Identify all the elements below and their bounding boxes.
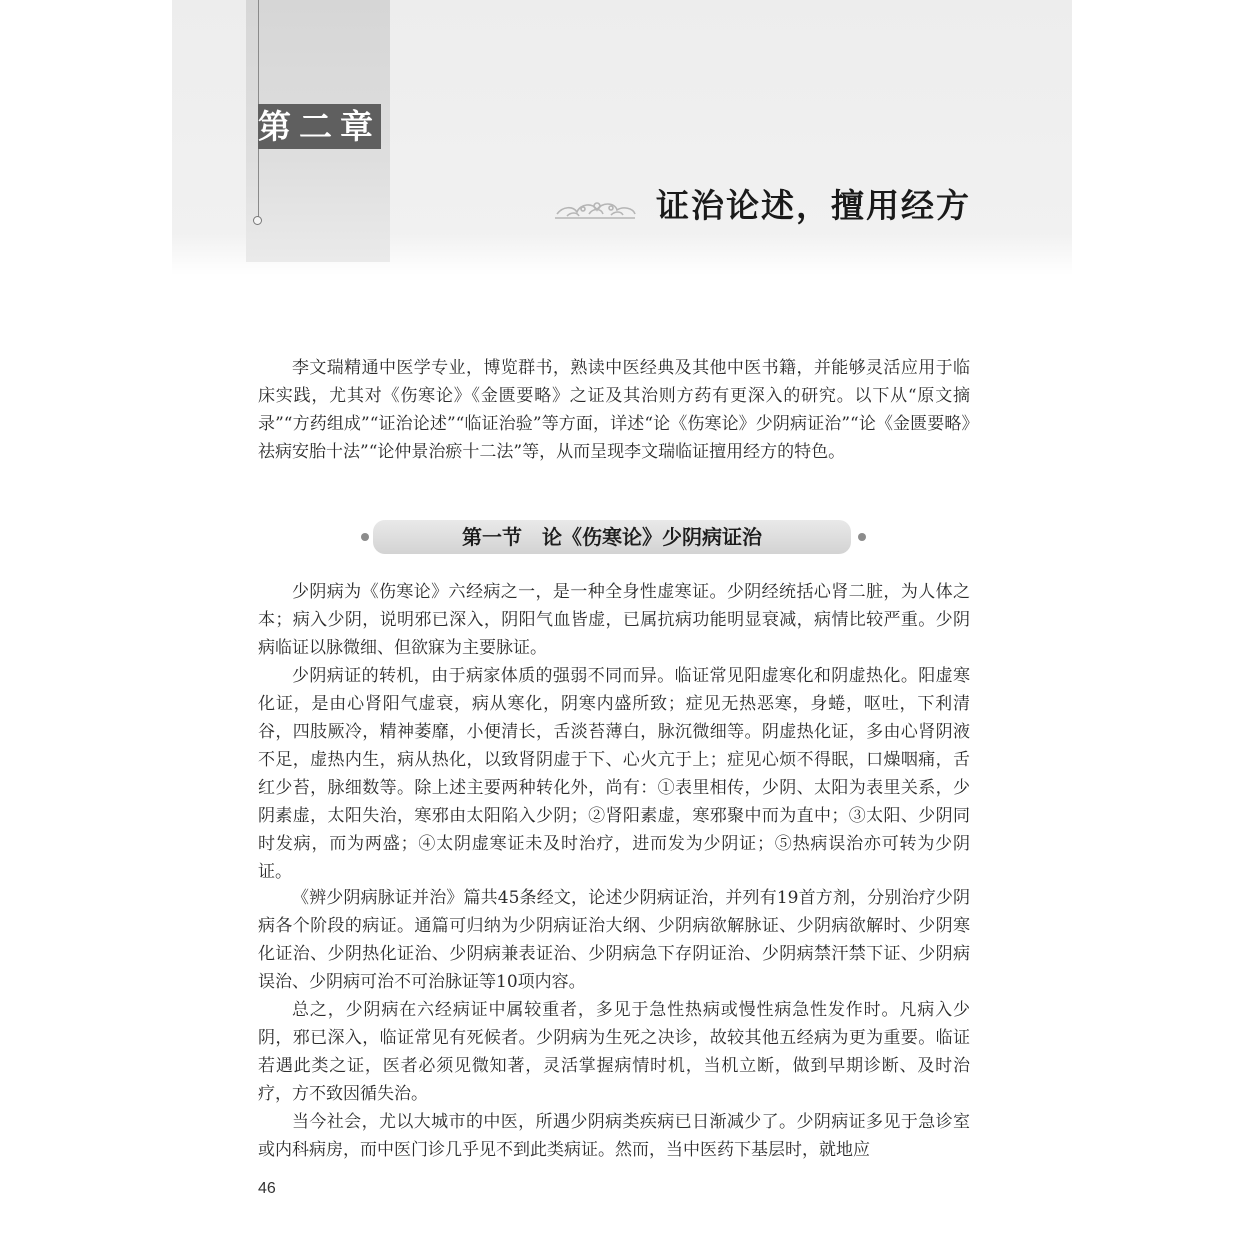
- body-paragraph: 少阴病为《伤寒论》六经病之一，是一种全身性虚寒证。少阴经统括心肾二脏，为人体之本；病入少阴，说明邪已深入，阴阳气血皆虚，已属抗病功能明显衰减，病情比较严重。少阴病临证以脉微细、但欲寐为主要脉证。: [258, 582, 970, 658]
- strip-end-dot: [253, 216, 262, 225]
- body-paragraph: 当今社会，尤以大城市的中医，所遇少阴病类疾病已日渐减少了。少阴病证多见于急诊室或内科病房，而中医门诊几乎见不到此类病证。然而，当中医药下基层时，就地应: [258, 1112, 970, 1160]
- section-title: 第一节 论《伤寒论》少阴病证治: [462, 525, 762, 549]
- body-paragraph: 少阴病证的转机，由于病家体质的强弱不同而异。临证常见阳虚寒化和阴虚热化。阳虚寒化证，是由心肾阳气虚衰，病从寒化，阴寒内盛所致；症见无热恶寒，身蜷，呕吐，下利清谷，四肢厥冷，精神萎靡，小便清长，舌淡苔薄白，脉沉微细等。阴虚热化证，多由心肾阴液不足，虚热内生，病从热化，以致肾阴虚于下、心火亢于上；症见心烦不得眠，口燥咽痛，舌红少苔，脉细数等。除上述主要两种转化外，尚有：①表里相传，少阴、太阳为表里关系，少阴素虚，太阳失治，寒邪由太阳陷入少阴；②肾阳素虚，寒邪聚中而为直中；③太阳、少阴同时发病，而为两盛；④太阴虚寒证未及时治疗，进而发为少阴证；⑤热病误治亦可转为少阴证。: [258, 666, 970, 882]
- section-bullet-left: [361, 533, 369, 541]
- body-paragraph: 《辨少阴病脉证并治》篇共45条经文，论述少阴病证治，并列有19首方剂，分别治疗少阴病各个阶段的病证。通篇可归纳为少阴病证治大纲、少阴病欲解脉证、少阴病欲解时、少阴寒化证治、少阴热化证治、少阴病兼表证治、少阴病急下存阴证治、少阴病禁汗禁下证、少阴病误治、少阴病可治不可治脉证等10项内容。: [258, 888, 970, 992]
- chapter-title: 证治论述，擅用经方: [656, 186, 971, 225]
- cloud-ornament-icon: [553, 190, 637, 224]
- page-number: 46: [258, 1180, 276, 1197]
- intro-paragraph: 李文瑞精通中医学专业，博览群书，熟读中医经典及其他中医书籍，并能够灵活应用于临床实践，尤其对《伤寒论》《金匮要略》之证及其治则方药有更深入的研究。以下从“原文摘录”“方药组成”“证治论述”“临证治验”等方面，详述“论《伤寒论》少阴病证治”“论《金匮要略》祛病安胎十法”“论仲景治瘀十二法”等，从而呈现李文瑞临证擅用经方的特色。: [258, 358, 970, 462]
- section-bullet-right: [858, 533, 866, 541]
- body-paragraph: 总之，少阴病在六经病证中属较重者，多见于急性热病或慢性病急性发作时。凡病入少阴，邪已深入，临证常见有死候者。少阴病为生死之决诊，故较其他五经病为更为重要。临证若遇此类之证，医者必须见微知著，灵活掌握病情时机，当机立断，做到早期诊断、及时治疗，方不致因循失治。: [258, 1000, 970, 1104]
- chapter-label: 第二章: [258, 104, 381, 149]
